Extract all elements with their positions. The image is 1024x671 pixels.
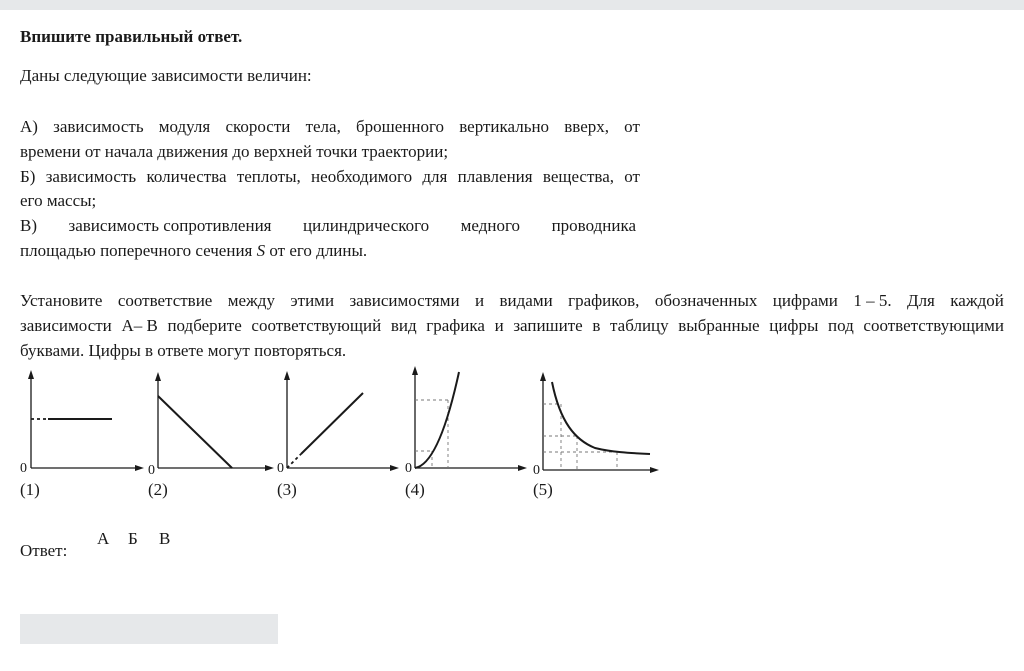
word: от [624, 117, 640, 136]
graph-3-curve [301, 393, 363, 454]
graph-5-svg [533, 364, 660, 476]
word: медного [460, 216, 521, 235]
item-v-line2 [20, 241, 367, 261]
word: зависимости [20, 316, 112, 335]
graph-1-svg [20, 364, 145, 474]
answer-column-v: В [159, 529, 171, 548]
graph-5 [533, 364, 660, 499]
word: зависимость сопротивления [68, 216, 272, 235]
graph-4-label: (4) [405, 480, 425, 499]
graph-1 [20, 364, 145, 499]
word: соответствие [117, 291, 213, 310]
word: модуля [158, 117, 211, 136]
word: вертикально [459, 117, 550, 136]
item-a-line2: времени от начала движения до верхней точки траектории; [20, 142, 449, 161]
task-line2 [20, 316, 1004, 336]
variable-s: S [256, 241, 266, 260]
item-b-line1 [20, 167, 640, 187]
word: тела, [305, 117, 341, 136]
word: брошенного [356, 117, 445, 136]
word: между [227, 291, 275, 310]
word: Б) [20, 167, 36, 186]
answer-column-b: Б [128, 529, 138, 548]
graph-5-label: (5) [533, 480, 553, 499]
word: и [475, 291, 485, 310]
intro-text: Даны следующие зависимости величин: [20, 66, 312, 85]
word: Установите [20, 291, 103, 310]
word: запишите [513, 316, 583, 335]
word: под [828, 316, 854, 335]
word: каждой [950, 291, 1004, 310]
graph-2 [148, 364, 278, 499]
graphs-row [20, 364, 660, 504]
word: графика [426, 316, 485, 335]
word: от [624, 167, 640, 186]
graph-4 [405, 364, 535, 499]
graph-2-curve [158, 396, 232, 468]
item-a-line1 [20, 117, 640, 137]
word: необходимого [311, 167, 413, 186]
word: в [592, 316, 601, 335]
graph-3-origin: 0 [277, 461, 284, 474]
graph-5-curve [552, 382, 650, 454]
graph-2-label: (2) [148, 480, 168, 499]
task-line3: буквами. Цифры в ответе могут повторяться. [20, 341, 347, 360]
task-line1 [20, 291, 1004, 311]
word: зависимость [53, 117, 144, 136]
item-v-line1 [20, 216, 636, 236]
word: выбранные [678, 316, 760, 335]
word: 1 – 5. [853, 291, 892, 310]
word: и [494, 316, 504, 335]
word: цилиндрического [303, 216, 430, 235]
answer-label: Ответ: [20, 541, 68, 560]
answer-input[interactable] [20, 614, 278, 644]
item-v-line2-pre: площадью поперечного сечения [20, 241, 257, 260]
word: соответствующий [251, 316, 382, 335]
word: этими [290, 291, 335, 310]
word: Для [906, 291, 935, 310]
instruction-heading: Впишите правильный ответ. [20, 27, 243, 46]
item-b-line2: его массы; [20, 191, 97, 210]
graph-5-origin: 0 [533, 463, 540, 476]
word: плавления [457, 167, 533, 186]
word: проводника [551, 216, 636, 235]
word: количества [146, 167, 227, 186]
word: теплоты, [236, 167, 301, 186]
word: А– В [121, 316, 158, 335]
graph-2-origin: 0 [148, 463, 155, 474]
graph-3-svg [277, 364, 402, 474]
answer-column-a: А [97, 529, 110, 548]
word: обозначенных [654, 291, 758, 310]
word: В) [20, 216, 37, 235]
word: вверх, [564, 117, 609, 136]
word: цифры [769, 316, 819, 335]
graph-3 [277, 364, 402, 499]
answer-columns [97, 529, 190, 549]
word: скорости [225, 117, 291, 136]
word: для [422, 167, 448, 186]
word: вид [390, 316, 417, 335]
graph-4-curve [415, 372, 459, 468]
top-bar [0, 0, 1024, 10]
graph-1-origin: 0 [20, 461, 27, 474]
graph-3-label: (3) [277, 480, 297, 499]
word: зависимостями [349, 291, 460, 310]
graph-4-svg [405, 364, 535, 474]
graph-4-origin: 0 [405, 461, 412, 474]
graph-3-dash [287, 454, 301, 468]
word: вещества, [542, 167, 614, 186]
item-v-line2-post: от его длины. [265, 241, 368, 260]
word: видами [499, 291, 553, 310]
word: А) [20, 117, 38, 136]
word: соответствующими [863, 316, 1004, 335]
word: цифрами [772, 291, 838, 310]
graph-2-svg [148, 364, 278, 474]
word: графиков, [568, 291, 640, 310]
graph-1-label: (1) [20, 480, 40, 499]
word: подберите [167, 316, 242, 335]
word: таблицу [610, 316, 669, 335]
word: зависимость [45, 167, 137, 186]
